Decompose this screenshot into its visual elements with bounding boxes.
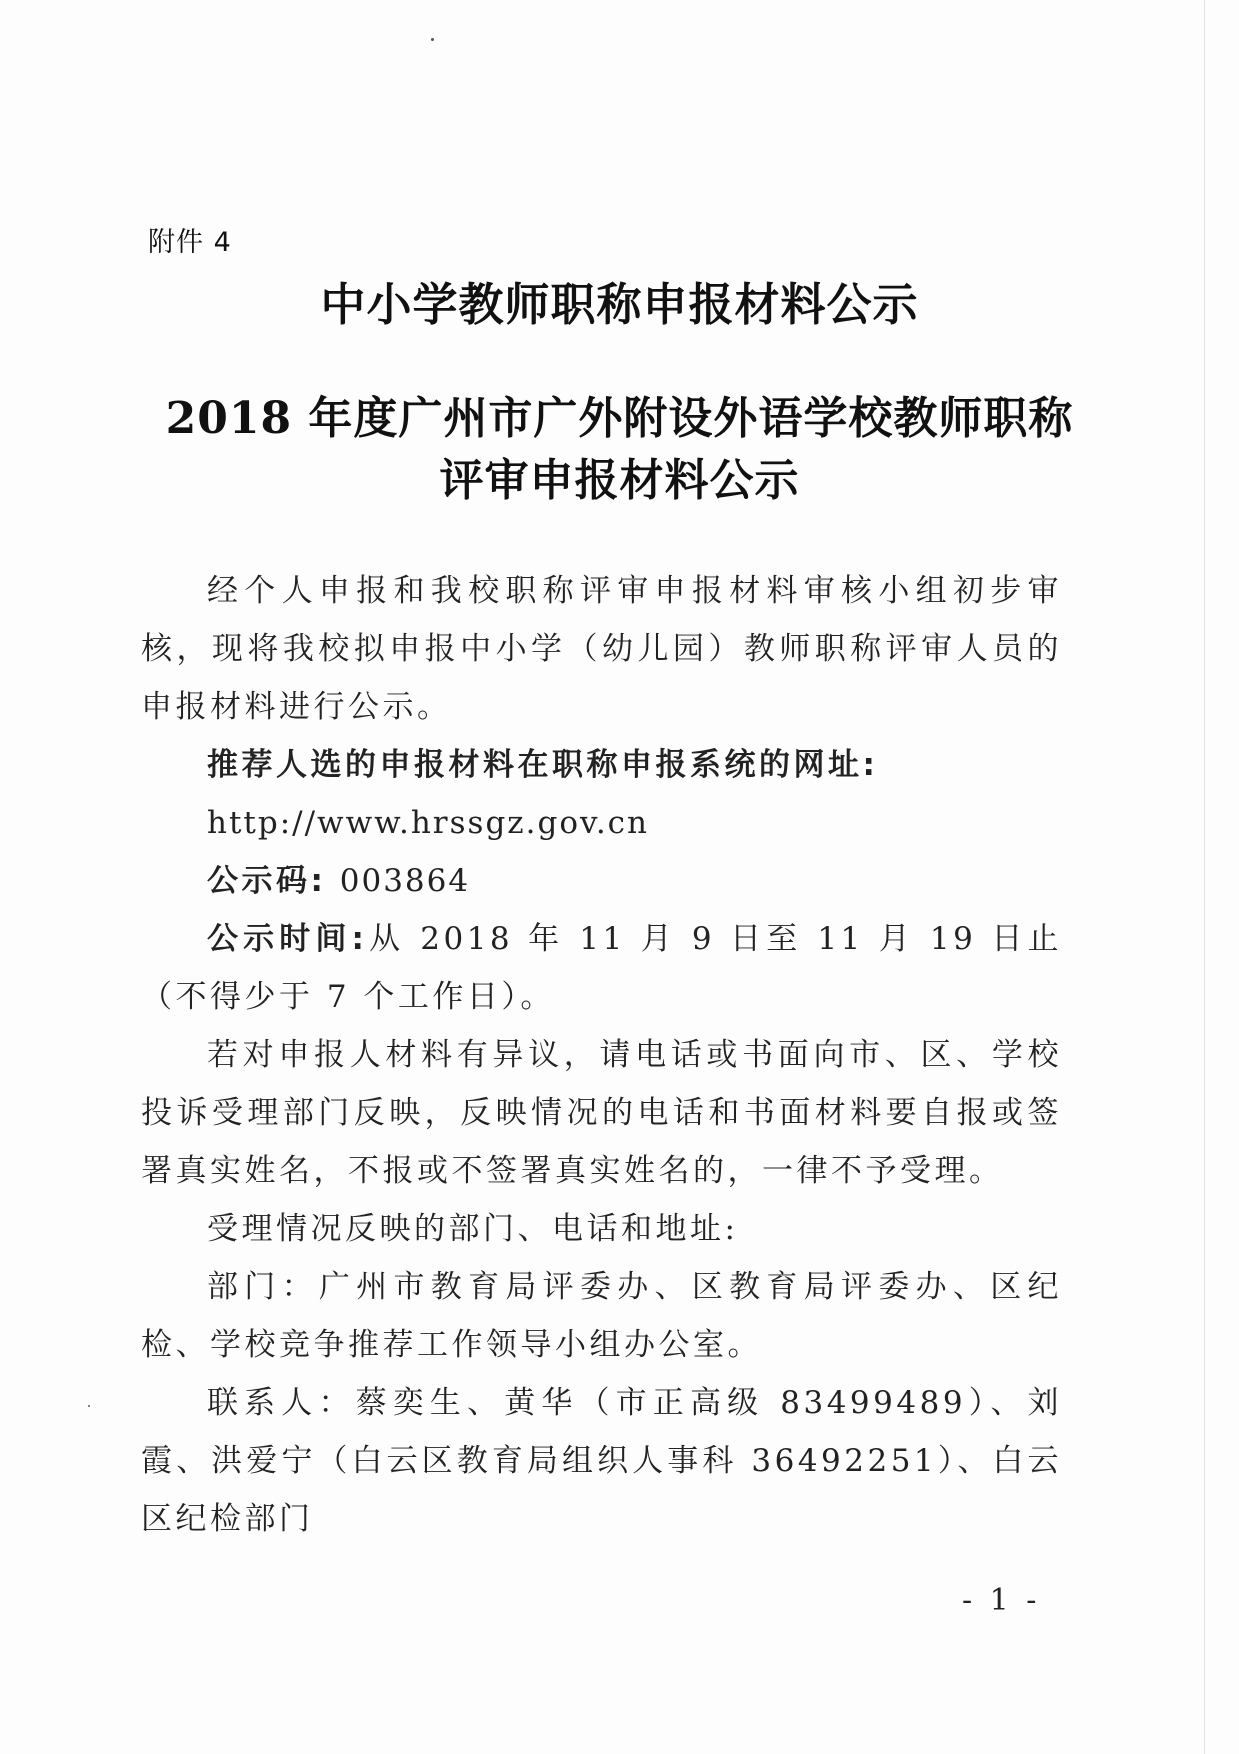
code-label: 公示码: bbox=[207, 863, 327, 899]
dept-intro: 受理情况反映的部门、电话和地址: bbox=[207, 1211, 739, 1247]
sub-title-line2: 评审申报材料公示 bbox=[439, 455, 800, 506]
complaint-paragraph: 若对申报人材料有异议，请电话或书面向市、区、学校投诉受理部门反映，反映情况的电话和书面材料要自报或签署真实姓名，不报或不签署真实姓名的，一律不予受理。 bbox=[141, 1037, 1062, 1189]
code-row bbox=[207, 852, 470, 910]
attachment-label: 附件 4 bbox=[148, 227, 232, 258]
sub-title bbox=[0, 388, 1239, 512]
scan-edge-line bbox=[1204, 0, 1205, 1754]
contact-paragraph: 联系人：蔡奕生、黄华（市正高级 83499489）、刘霞、洪爱宁（白云区教育局组织人事科 36492251）、白云区纪检部门 bbox=[141, 1385, 1062, 1537]
dept-paragraph: 部门：广州市教育局评委办、区教育局评委办、区纪检、学校竞争推荐工作领导小组办公室。 bbox=[141, 1269, 1062, 1363]
code-value: 003864 bbox=[339, 863, 471, 899]
main-title: 中小学教师职称申报材料公示 bbox=[320, 278, 919, 331]
url-label: 推荐人选的申报材料在职称申报系统的网址: bbox=[207, 747, 879, 783]
url-value: http://www.hrssgz.gov.cn bbox=[207, 805, 649, 841]
time-paragraph bbox=[141, 910, 1062, 1026]
intro-paragraph: 经个人申报和我校职称评审申报材料审核小组初步审核，现将我校拟申报中小学（幼儿园）教师职称评审人员的申报材料进行公示。 bbox=[141, 573, 1062, 725]
scan-speck bbox=[88, 1405, 90, 1407]
time-value: 从 2018 年 11 月 9 日至 11 月 19 日止（不得少于 7 个工作日）。 bbox=[141, 921, 1062, 1015]
scan-speck bbox=[431, 38, 434, 41]
sub-title-line1: 2018 年度广州市广外附设外语学校教师职称 bbox=[165, 393, 1074, 444]
time-label: 公示时间: bbox=[207, 921, 368, 957]
page-number: - 1 - bbox=[962, 1583, 1041, 1618]
